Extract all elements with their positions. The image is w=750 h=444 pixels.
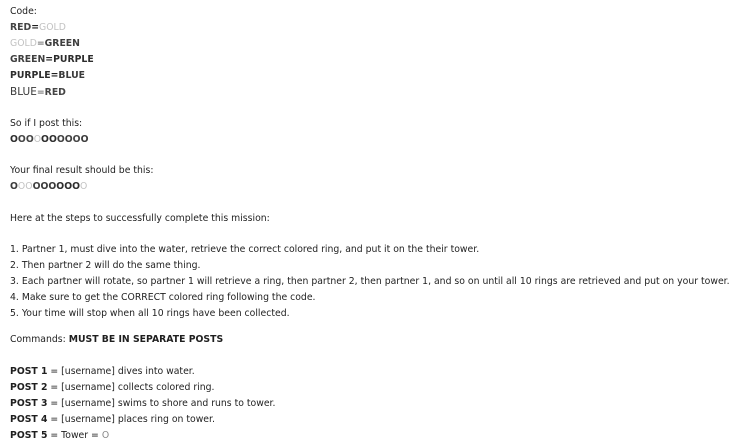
ring: O xyxy=(25,133,34,145)
commands-heading xyxy=(10,332,750,348)
ring: O xyxy=(56,133,65,145)
ring: O xyxy=(80,133,89,145)
ring: O xyxy=(32,181,41,192)
steps-intro-text: Here at the steps to successfully complete this mission: xyxy=(10,212,270,224)
post-intro-text: So if I post this: xyxy=(10,117,83,129)
command-text: = Tower = xyxy=(47,429,102,441)
code-left: PURPLE xyxy=(10,70,51,81)
code-right: PURPLE xyxy=(53,54,94,65)
code-eq: = xyxy=(36,38,45,49)
step-item: 5. Your time will stop when all 10 rings have been collected. xyxy=(10,308,290,319)
ring: O xyxy=(80,181,88,192)
code-rule-red xyxy=(10,20,750,36)
ring: O xyxy=(72,181,80,192)
commands-emphasis: MUST BE IN SEPARATE POSTS xyxy=(68,334,224,345)
command-item xyxy=(10,396,750,412)
code-right: GOLD xyxy=(39,22,66,33)
code-rule-green xyxy=(10,52,750,68)
command-item xyxy=(10,412,750,428)
step-item: 4. Make sure to get the CORRECT colored ring following the code. xyxy=(10,292,316,303)
command-text: = [username] collects colored ring. xyxy=(47,381,215,393)
code-eq: = xyxy=(36,87,45,98)
ring: O xyxy=(72,133,81,145)
code-right: BLUE xyxy=(58,70,86,81)
command-label: POST 5 xyxy=(10,429,48,441)
ring: O xyxy=(17,181,26,192)
command-text: = [username] places ring on tower. xyxy=(47,413,215,425)
step-item: 3. Each partner will rotate, so partner 1 will retrieve a ring, then partner 2, then partner 1, and so on until all 10 rings are retrieved and put on your tower. xyxy=(10,276,730,287)
step-item: 2. Then partner 2 will do the same thing. xyxy=(10,260,201,271)
ring: O xyxy=(25,181,33,192)
ring: O xyxy=(56,181,65,192)
command-label: POST 4 xyxy=(10,413,48,425)
ring: O xyxy=(17,133,26,145)
command-label: POST 3 xyxy=(10,397,48,409)
code-rule-purple xyxy=(10,68,750,84)
code-eq: = xyxy=(31,22,40,33)
command-item xyxy=(10,364,750,380)
ring: O xyxy=(40,181,49,192)
code-right: GREEN xyxy=(44,38,80,49)
code-left: RED xyxy=(10,22,32,33)
step-item: 1. Partner 1, must dive into the water, retrieve the correct colored ring, and put it on the their tower. xyxy=(10,244,480,255)
command-label: POST 2 xyxy=(10,381,48,393)
ring: O xyxy=(48,181,57,192)
code-rule-gold xyxy=(10,36,750,52)
code-eq: = xyxy=(45,54,54,65)
result-ring-sequence xyxy=(10,179,750,195)
ring: O xyxy=(48,133,57,145)
code-eq: = xyxy=(50,70,59,81)
command-item xyxy=(10,428,750,444)
command-label: POST 1 xyxy=(10,365,48,377)
code-left: BLUE xyxy=(10,86,37,98)
ring: O xyxy=(33,133,42,145)
code-label: Code: xyxy=(10,6,37,17)
code-rule-blue xyxy=(10,84,750,100)
posted-ring-sequence xyxy=(10,132,750,148)
ring: O xyxy=(64,133,73,145)
tower-ring: O xyxy=(101,429,110,441)
command-text: = [username] swims to shore and runs to tower. xyxy=(47,397,276,409)
command-text: = [username] dives into water. xyxy=(47,365,195,377)
code-left: GREEN xyxy=(10,54,46,65)
commands-label: Commands: xyxy=(10,334,69,345)
ring: O xyxy=(64,181,73,192)
result-intro-text: Your final result should be this: xyxy=(10,165,154,176)
code-left: GOLD xyxy=(10,38,37,49)
command-item xyxy=(10,380,750,396)
ring: O xyxy=(41,133,49,145)
ring: O xyxy=(10,133,18,145)
ring: O xyxy=(10,181,18,192)
code-right: RED xyxy=(44,87,66,98)
